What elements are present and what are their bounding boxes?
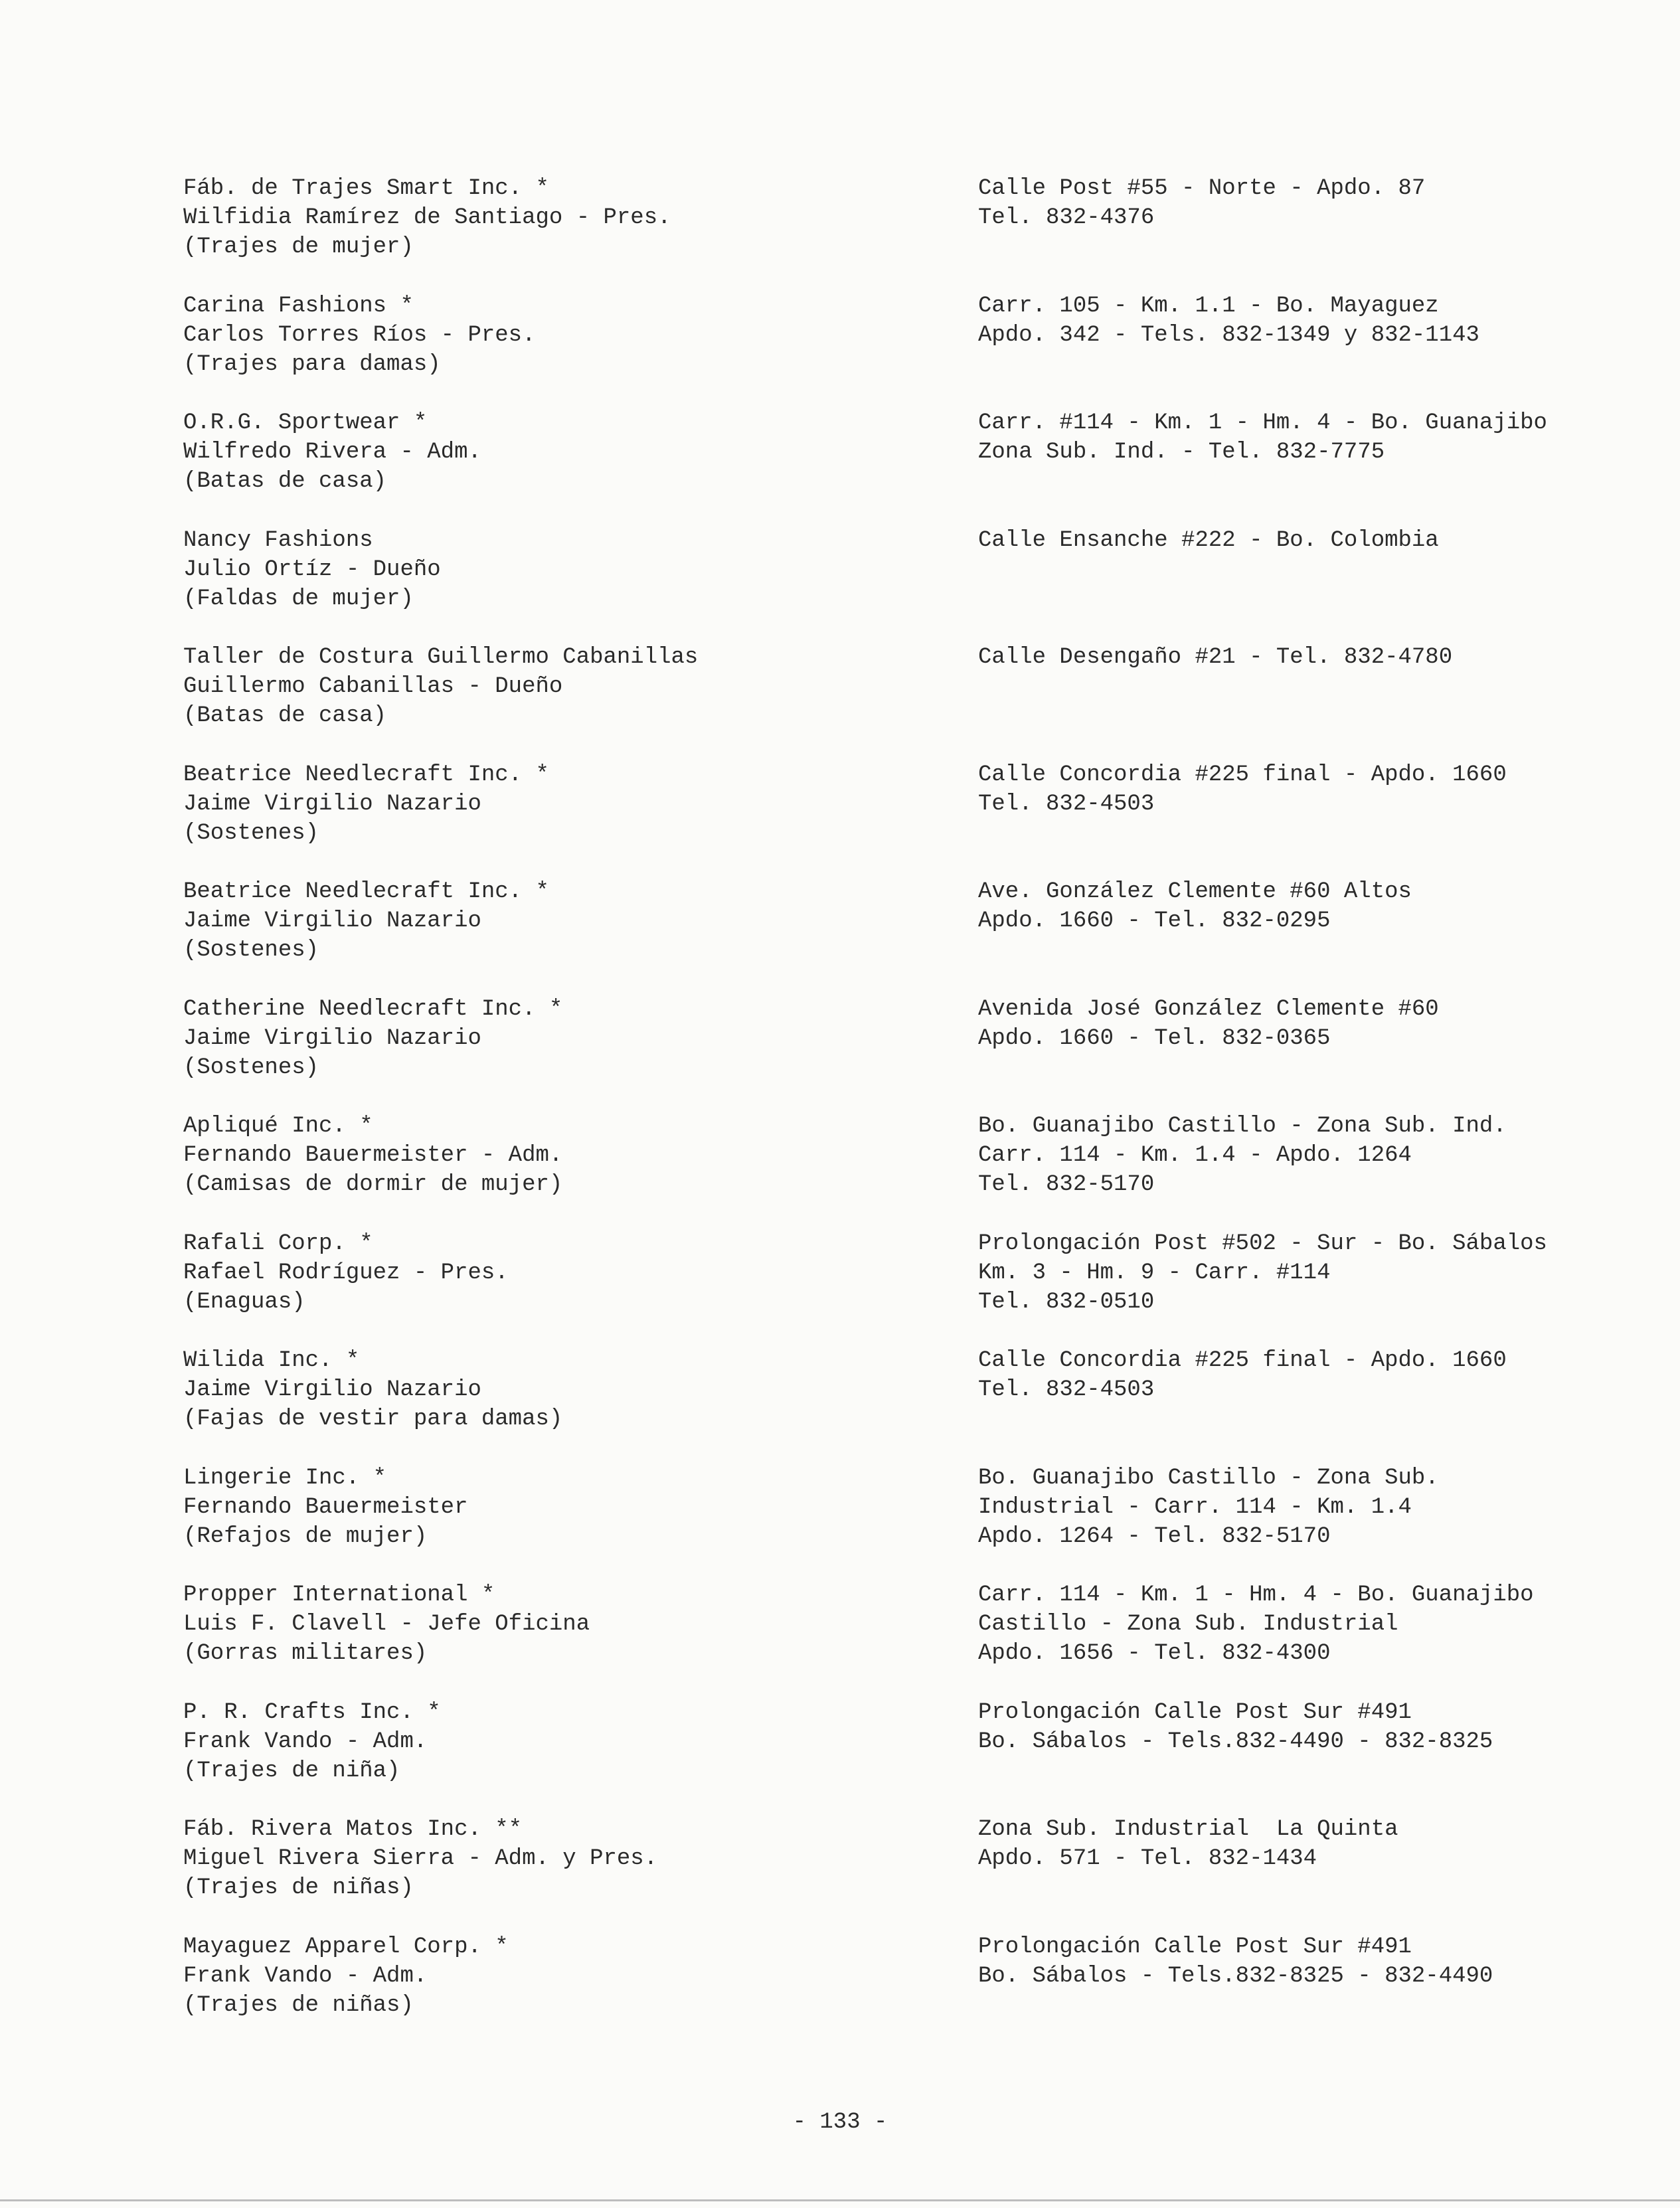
- business-info: [183, 174, 978, 292]
- address-line: Tel. 832-5170: [978, 1172, 1155, 1197]
- address-line: Bo. Sábalos - Tels.832-8325 - 832-4490: [978, 1963, 1493, 1989]
- product-type: (Trajes de niñas): [183, 1875, 414, 1901]
- business-info: [183, 643, 978, 760]
- address-line: Prolongación Calle Post Sur #491: [978, 1934, 1412, 1960]
- business-name: Lingerie Inc. *: [183, 1465, 387, 1491]
- address-info: [978, 1229, 1591, 1347]
- directory-entry: [183, 1580, 1591, 1698]
- product-type: (Batas de casa): [183, 703, 387, 728]
- business-info: [183, 1112, 978, 1229]
- address-line: Bo. Guanajibo Castillo - Zona Sub. Ind.: [978, 1114, 1507, 1139]
- directory-entry: [183, 292, 1591, 409]
- business-info: [183, 1698, 978, 1816]
- business-name: P. R. Crafts Inc. *: [183, 1699, 441, 1725]
- product-type: (Trajes de niña): [183, 1758, 400, 1784]
- directory-entry: [183, 1932, 1591, 2050]
- directory-entry: [183, 643, 1591, 760]
- address-info: [978, 1464, 1591, 1581]
- business-info: [183, 1346, 978, 1464]
- contact-person: Frank Vando - Adm.: [183, 1729, 428, 1754]
- address-info: [978, 526, 1591, 643]
- directory-entry: [183, 526, 1591, 643]
- business-info: [183, 1229, 978, 1347]
- contact-person: Jaime Virgilio Nazario: [183, 908, 481, 934]
- contact-person: Fernando Bauermeister: [183, 1494, 468, 1520]
- product-type: (Trajes para damas): [183, 351, 441, 377]
- address-info: [978, 995, 1591, 1112]
- address-line: Carr. 114 - Km. 1.4 - Apdo. 1264: [978, 1143, 1412, 1168]
- business-info: [183, 292, 978, 409]
- address-info: [978, 1815, 1591, 1932]
- contact-person: Carlos Torres Ríos - Pres.: [183, 322, 536, 348]
- contact-person: Jaime Virgilio Nazario: [183, 1025, 481, 1051]
- address-line: Industrial - Carr. 114 - Km. 1.4: [978, 1494, 1412, 1520]
- directory-entry: [183, 1698, 1591, 1816]
- address-line: Tel. 832-0510: [978, 1289, 1155, 1315]
- address-line: Prolongación Calle Post Sur #491: [978, 1699, 1412, 1725]
- directory-entry: [183, 1112, 1591, 1229]
- directory-entries: [183, 174, 1591, 2049]
- address-line: Apdo. 1264 - Tel. 832-5170: [978, 1523, 1331, 1549]
- business-name: Propper International *: [183, 1582, 495, 1608]
- directory-entry: [183, 1346, 1591, 1464]
- address-info: [978, 1580, 1591, 1698]
- business-name: Wilida Inc. *: [183, 1348, 360, 1373]
- business-name: Fáb. de Trajes Smart Inc. *: [183, 176, 549, 201]
- product-type: (Enaguas): [183, 1289, 305, 1315]
- product-type: (Sostenes): [183, 820, 319, 846]
- product-type: (Sostenes): [183, 938, 319, 963]
- address-line: Ave. González Clemente #60 Altos: [978, 879, 1412, 904]
- business-name: Mayaguez Apparel Corp. *: [183, 1934, 509, 1960]
- business-name: Catherine Needlecraft Inc. *: [183, 996, 563, 1022]
- contact-person: Rafael Rodríguez - Pres.: [183, 1260, 509, 1286]
- address-line: Carr. 105 - Km. 1.1 - Bo. Mayaguez: [978, 293, 1439, 319]
- business-name: Apliqué Inc. *: [183, 1114, 373, 1139]
- directory-entry: [183, 174, 1591, 292]
- business-info: [183, 408, 978, 526]
- address-line: Calle Post #55 - Norte - Apdo. 87: [978, 176, 1426, 201]
- product-type: (Batas de casa): [183, 469, 387, 494]
- address-line: Calle Desengaño #21 - Tel. 832-4780: [978, 645, 1453, 670]
- business-info: [183, 1580, 978, 1698]
- address-line: Castillo - Zona Sub. Industrial: [978, 1612, 1398, 1637]
- business-name: O.R.G. Sportwear *: [183, 410, 428, 436]
- address-line: Apdo. 571 - Tel. 832-1434: [978, 1846, 1317, 1871]
- business-name: Carina Fashions *: [183, 293, 414, 319]
- address-info: [978, 1346, 1591, 1464]
- directory-entry: [183, 1815, 1591, 1932]
- address-line: Carr. #114 - Km. 1 - Hm. 4 - Bo. Guanajibo: [978, 410, 1547, 436]
- address-info: [978, 1698, 1591, 1816]
- product-type: (Trajes de mujer): [183, 234, 414, 260]
- address-line: Km. 3 - Hm. 9 - Carr. #114: [978, 1260, 1331, 1286]
- address-info: [978, 174, 1591, 292]
- address-line: Calle Concordia #225 final - Apdo. 1660: [978, 762, 1507, 788]
- address-line: Carr. 114 - Km. 1 - Hm. 4 - Bo. Guanajibo: [978, 1582, 1534, 1608]
- address-line: Bo. Sábalos - Tels.832-4490 - 832-8325: [978, 1729, 1493, 1754]
- business-info: [183, 1815, 978, 1932]
- directory-entry: [183, 877, 1591, 995]
- business-name: Fáb. Rivera Matos Inc. **: [183, 1817, 523, 1842]
- page-number: - 133 -: [792, 2110, 888, 2135]
- address-line: Calle Ensanche #222 - Bo. Colombia: [978, 527, 1439, 553]
- directory-entry: [183, 760, 1591, 878]
- business-info: [183, 1932, 978, 2050]
- address-info: [978, 760, 1591, 878]
- business-name: Beatrice Needlecraft Inc. *: [183, 879, 549, 904]
- business-name: Nancy Fashions: [183, 527, 373, 553]
- contact-person: Jaime Virgilio Nazario: [183, 1377, 481, 1402]
- product-type: (Gorras militares): [183, 1641, 428, 1666]
- contact-person: Frank Vando - Adm.: [183, 1963, 428, 1989]
- address-line: Apdo. 342 - Tels. 832-1349 y 832-1143: [978, 322, 1479, 348]
- product-type: (Faldas de mujer): [183, 586, 414, 612]
- address-line: Tel. 832-4503: [978, 791, 1155, 817]
- product-type: (Sostenes): [183, 1055, 319, 1080]
- contact-person: Luis F. Clavell - Jefe Oficina: [183, 1612, 590, 1637]
- contact-person: Miguel Rivera Sierra - Adm. y Pres.: [183, 1846, 658, 1871]
- business-name: Rafali Corp. *: [183, 1231, 373, 1256]
- contact-person: Wilfidia Ramírez de Santiago - Pres.: [183, 205, 671, 230]
- contact-person: Wilfredo Rivera - Adm.: [183, 440, 481, 465]
- address-line: Tel. 832-4503: [978, 1377, 1155, 1402]
- business-info: [183, 760, 978, 878]
- business-info: [183, 526, 978, 643]
- product-type: (Refajos de mujer): [183, 1523, 428, 1549]
- address-line: Zona Sub. Industrial La Quinta: [978, 1817, 1398, 1842]
- address-info: [978, 643, 1591, 760]
- product-type: (Camisas de dormir de mujer): [183, 1172, 563, 1197]
- business-name: Taller de Costura Guillermo Cabanillas: [183, 645, 699, 670]
- address-line: Prolongación Post #502 - Sur - Bo. Sábalos: [978, 1231, 1547, 1256]
- directory-entry: [183, 408, 1591, 526]
- address-info: [978, 877, 1591, 995]
- bottom-edge-rule: [0, 2199, 1680, 2201]
- directory-entry: [183, 1464, 1591, 1581]
- address-line: Apdo. 1660 - Tel. 832-0365: [978, 1025, 1331, 1051]
- address-line: Bo. Guanajibo Castillo - Zona Sub.: [978, 1465, 1439, 1491]
- business-info: [183, 995, 978, 1112]
- contact-person: Julio Ortíz - Dueño: [183, 556, 441, 582]
- address-info: [978, 1932, 1591, 2050]
- contact-person: Jaime Virgilio Nazario: [183, 791, 481, 817]
- contact-person: Guillermo Cabanillas - Dueño: [183, 674, 563, 699]
- directory-entry: [183, 995, 1591, 1112]
- address-info: [978, 1112, 1591, 1229]
- business-name: Beatrice Needlecraft Inc. *: [183, 762, 549, 788]
- address-info: [978, 408, 1591, 526]
- product-type: (Fajas de vestir para damas): [183, 1406, 563, 1432]
- directory-entry: [183, 1229, 1591, 1347]
- address-line: Apdo. 1660 - Tel. 832-0295: [978, 908, 1331, 934]
- contact-person: Fernando Bauermeister - Adm.: [183, 1143, 563, 1168]
- address-line: Tel. 832-4376: [978, 205, 1155, 230]
- business-info: [183, 1464, 978, 1581]
- address-line: Apdo. 1656 - Tel. 832-4300: [978, 1641, 1331, 1666]
- product-type: (Trajes de niñas): [183, 1992, 414, 2018]
- address-info: [978, 292, 1591, 409]
- business-info: [183, 877, 978, 995]
- address-line: Calle Concordia #225 final - Apdo. 1660: [978, 1348, 1507, 1373]
- address-line: Avenida José González Clemente #60: [978, 996, 1439, 1022]
- address-line: Zona Sub. Ind. - Tel. 832-7775: [978, 440, 1385, 465]
